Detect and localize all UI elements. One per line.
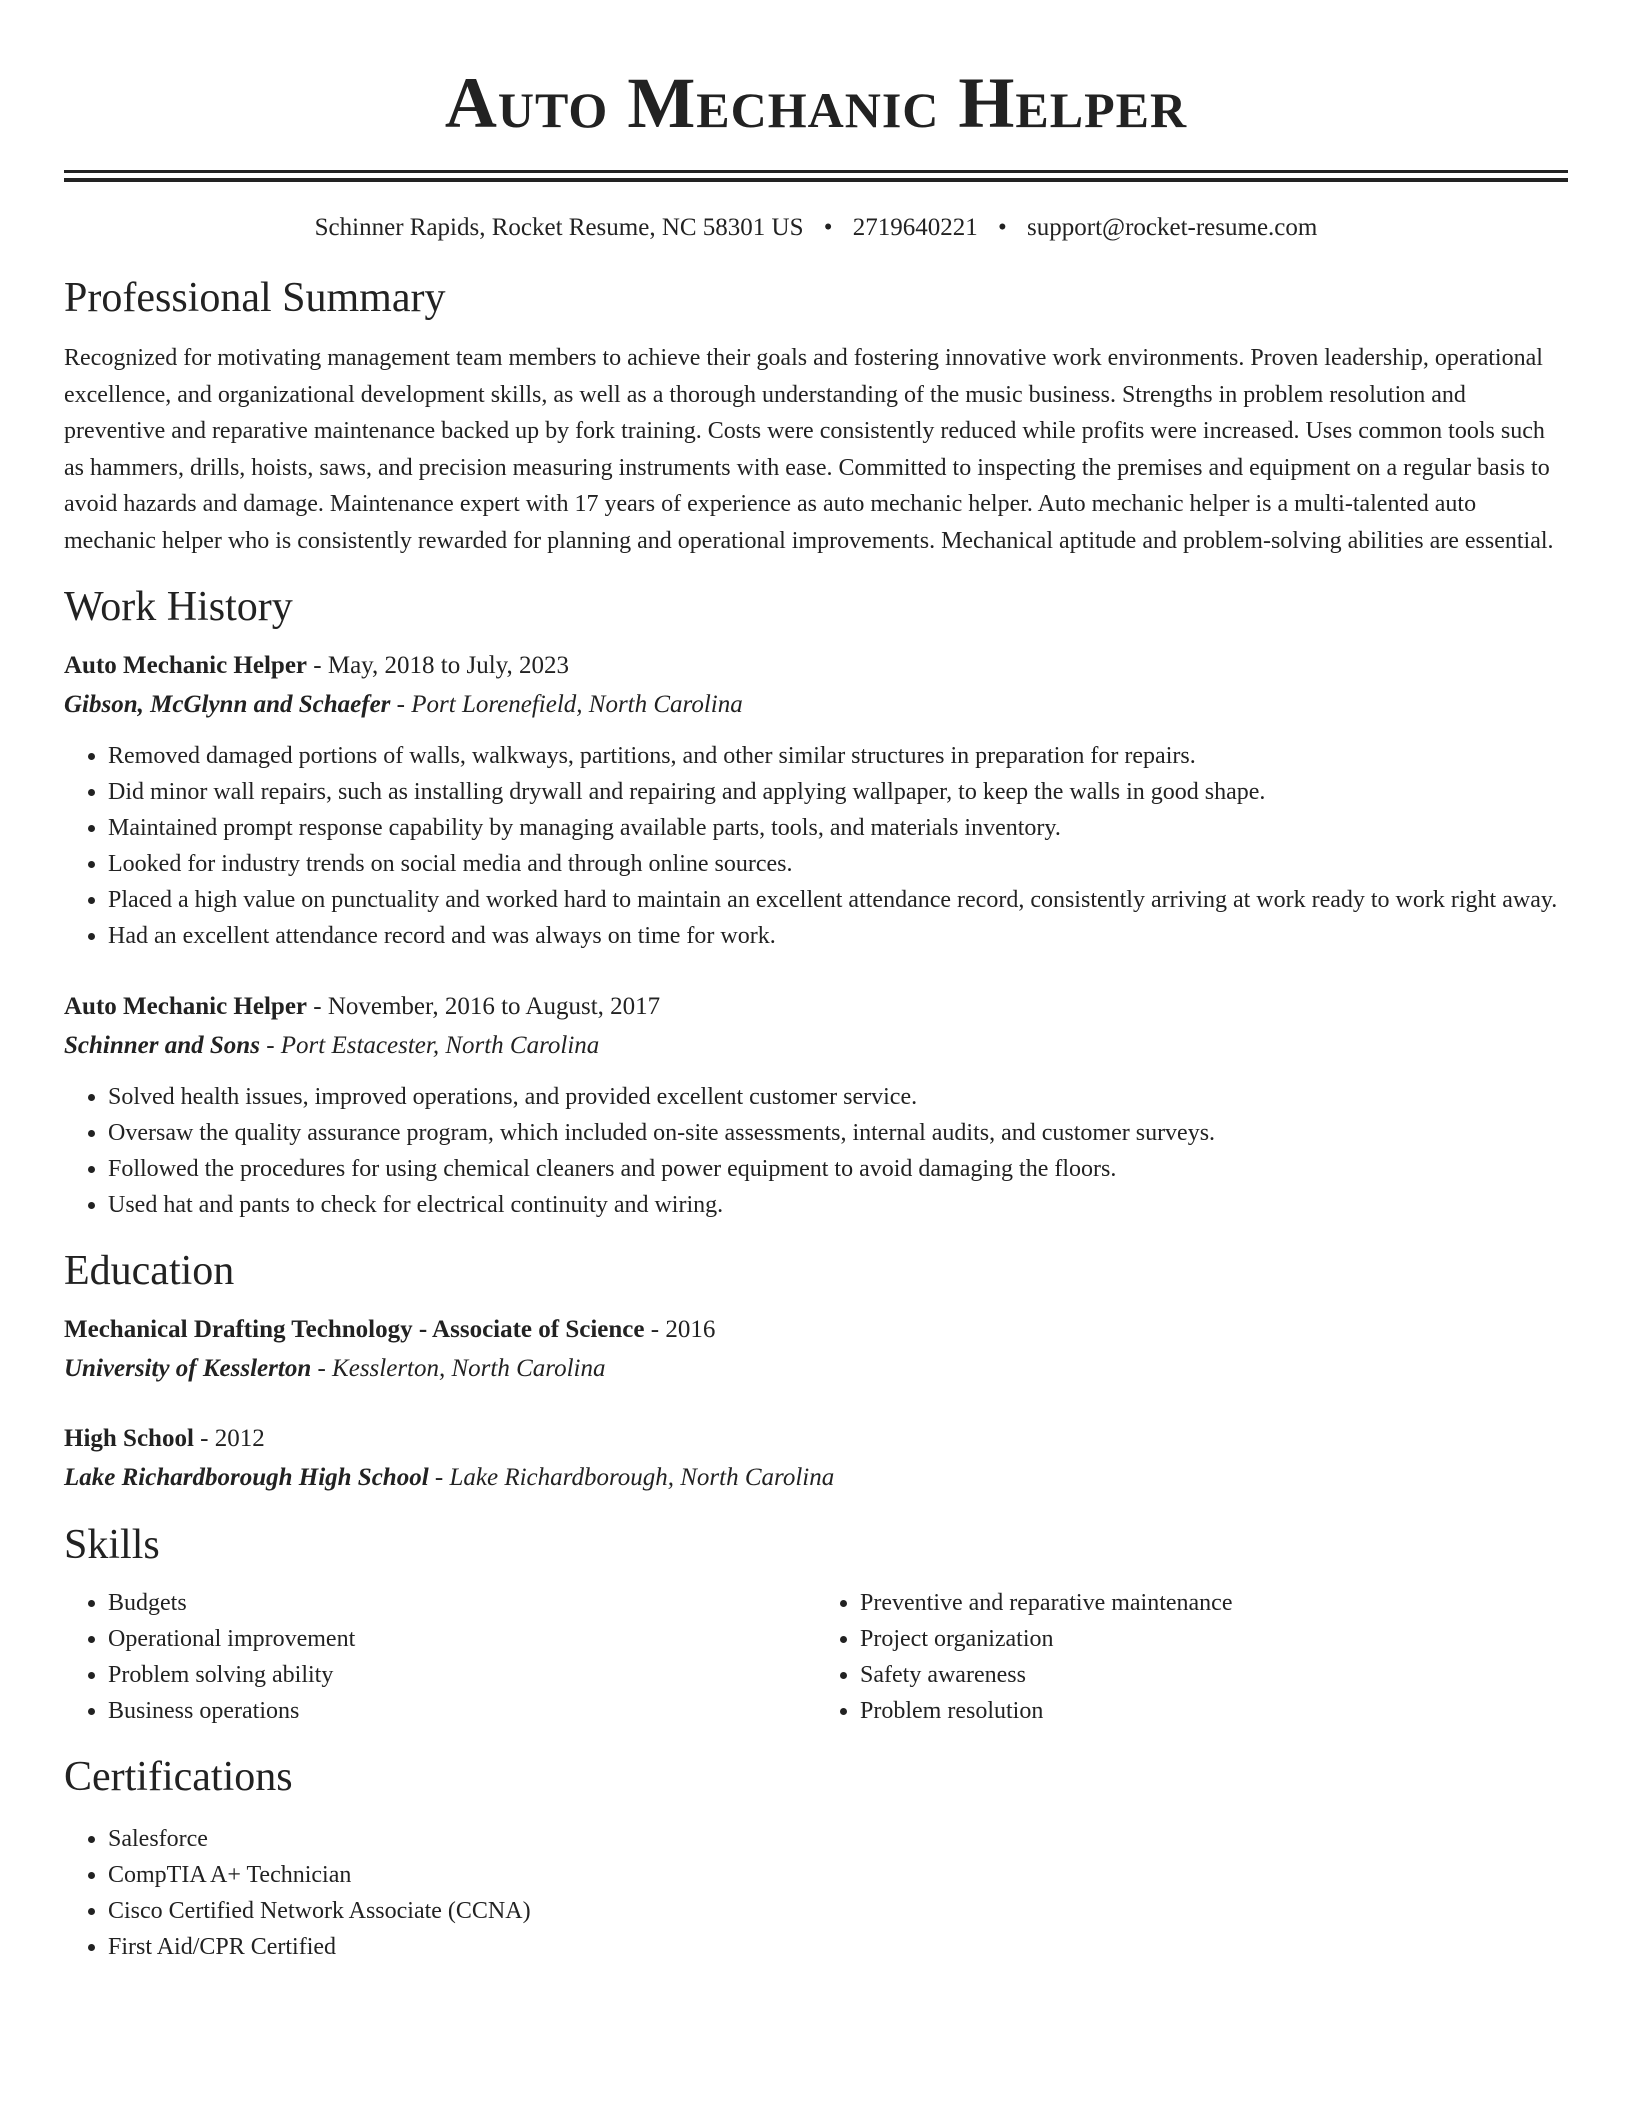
- header-divider: [64, 170, 1568, 182]
- contact-phone: 2719640221: [852, 214, 978, 241]
- job-duty: • Used hat and pants to check for electrical continuity and wiring.: [108, 1187, 1568, 1223]
- job-duty: • Oversaw the quality assurance program, which included on-site assessments, internal audits, and customer surveys.: [108, 1115, 1568, 1151]
- job-company: Schinner and Sons: [64, 1032, 260, 1059]
- certification-item: • Salesforce: [108, 1821, 1568, 1857]
- contact-separator: •: [998, 214, 1007, 241]
- skill-item: • Problem resolution: [860, 1693, 1568, 1729]
- summary-text: Recognized for motivating management team members to achieve their goals and fostering innovative work environments. Proven leadership, operational excellence, and organizational development skills, as well as a thorough understanding of the music business. Strengths in problem resolution and preventive and reparative maintenance backed up by fork training. Costs were consistently reduced while profits were increased. Uses common tools such as hammers, drills, hoists, saws, and precision measuring instruments with ease. Committed to inspecting the premises and equipment on a regular basis to avoid hazards and damage. Maintenance expert with 17 years of experience as auto mechanic helper. Auto mechanic helper is a multi-talented auto mechanic helper who is consistently rewarded for planning and operational improvements. Mechanical aptitude and problem-solving abilities are essential.: [64, 345, 1554, 554]
- skill-item: • Problem solving ability: [108, 1657, 816, 1693]
- job-employer: [64, 1026, 1568, 1065]
- education-year: - 2016: [644, 1316, 716, 1343]
- education-year: - 2012: [193, 1425, 265, 1452]
- skill-item: • Preventive and reparative maintenance: [860, 1585, 1568, 1621]
- job-location: - Port Lorenefield, North Carolina: [390, 691, 743, 718]
- skill-item: • Budgets: [108, 1585, 816, 1621]
- education-entry: [64, 1420, 1568, 1497]
- education-institution: [64, 1349, 1568, 1388]
- education-location: - Lake Richardborough, North Carolina: [428, 1464, 835, 1491]
- job-dates: - May, 2018 to July, 2023: [307, 652, 570, 679]
- contact-separator: •: [823, 214, 833, 241]
- job-duty: • Maintained prompt response capability by managing available parts, tools, and materials inventory.: [108, 810, 1568, 846]
- education-institution: [64, 1458, 1568, 1497]
- job-duties: [64, 1079, 1568, 1223]
- education-location: - Kesslerton, North Carolina: [311, 1355, 606, 1382]
- job-duty: • Followed the procedures for using chemical cleaners and power equipment to avoid damaging the floors.: [108, 1151, 1568, 1187]
- education-header: [64, 1420, 1568, 1458]
- job-employer: [64, 685, 1568, 724]
- certification-item: • First Aid/CPR Certified: [108, 1929, 1568, 1965]
- skill-item: • Safety awareness: [860, 1657, 1568, 1693]
- education-degree: High School: [64, 1425, 194, 1452]
- education-header: [64, 1311, 1568, 1349]
- job-duty: • Placed a high value on punctuality and worked hard to maintain an excellent attendance record, consistently arriving at work ready to work right away.: [108, 882, 1568, 918]
- job-duties: [64, 738, 1568, 954]
- education-school: Lake Richardborough High School: [64, 1464, 429, 1491]
- job-location: - Port Estacester, North Carolina: [259, 1032, 600, 1059]
- contact-line: [64, 210, 1568, 246]
- skill-item: • Operational improvement: [108, 1621, 816, 1657]
- job-title: Auto Mechanic Helper: [64, 652, 308, 679]
- job-duty: • Did minor wall repairs, such as installing drywall and repairing and applying wallpaper, to keep the walls in good shape.: [108, 774, 1568, 810]
- job-entry: [64, 647, 1568, 954]
- resume-name: Auto Mechanic Helper: [444, 63, 1188, 143]
- job-title: Auto Mechanic Helper: [64, 993, 308, 1020]
- education-entry: [64, 1311, 1568, 1388]
- job-duty: • Solved health issues, improved operations, and provided excellent customer service.: [108, 1079, 1568, 1115]
- education-heading: Education: [64, 1248, 235, 1294]
- contact-email[interactable]: support@rocket-resume.com: [1027, 214, 1318, 241]
- job-duty: • Removed damaged portions of walls, walkways, partitions, and other similar structures in preparation for repairs.: [108, 738, 1568, 774]
- skills-list-right: [816, 1585, 1568, 1729]
- job-dates: - November, 2016 to August, 2017: [307, 993, 661, 1020]
- skills-columns: [64, 1585, 1568, 1729]
- skills-list-left: [64, 1585, 816, 1729]
- certifications-list: [64, 1821, 1568, 1965]
- skill-item: • Business operations: [108, 1693, 816, 1729]
- summary-heading: Professional Summary: [64, 275, 446, 321]
- job-duty: • Looked for industry trends on social media and through online sources.: [108, 846, 1568, 882]
- education-school: University of Kesslerton: [64, 1355, 312, 1382]
- skills-heading: Skills: [64, 1522, 160, 1568]
- certification-item: • CompTIA A+ Technician: [108, 1857, 1568, 1893]
- certification-item: • Cisco Certified Network Associate (CCNA): [108, 1893, 1568, 1929]
- contact-address: Schinner Rapids, Rocket Resume, NC 58301 US: [314, 214, 804, 241]
- certifications-heading: Certifications: [64, 1754, 293, 1800]
- work-history-heading: Work History: [64, 584, 293, 630]
- job-header: [64, 647, 1568, 685]
- job-duty: • Had an excellent attendance record and was always on time for work.: [108, 918, 1568, 954]
- job-entry: [64, 988, 1568, 1223]
- skill-item: • Project organization: [860, 1621, 1568, 1657]
- education-degree: Mechanical Drafting Technology - Associate of Science: [64, 1316, 645, 1343]
- job-company: Gibson, McGlynn and Schaefer: [64, 691, 391, 718]
- job-header: [64, 988, 1568, 1026]
